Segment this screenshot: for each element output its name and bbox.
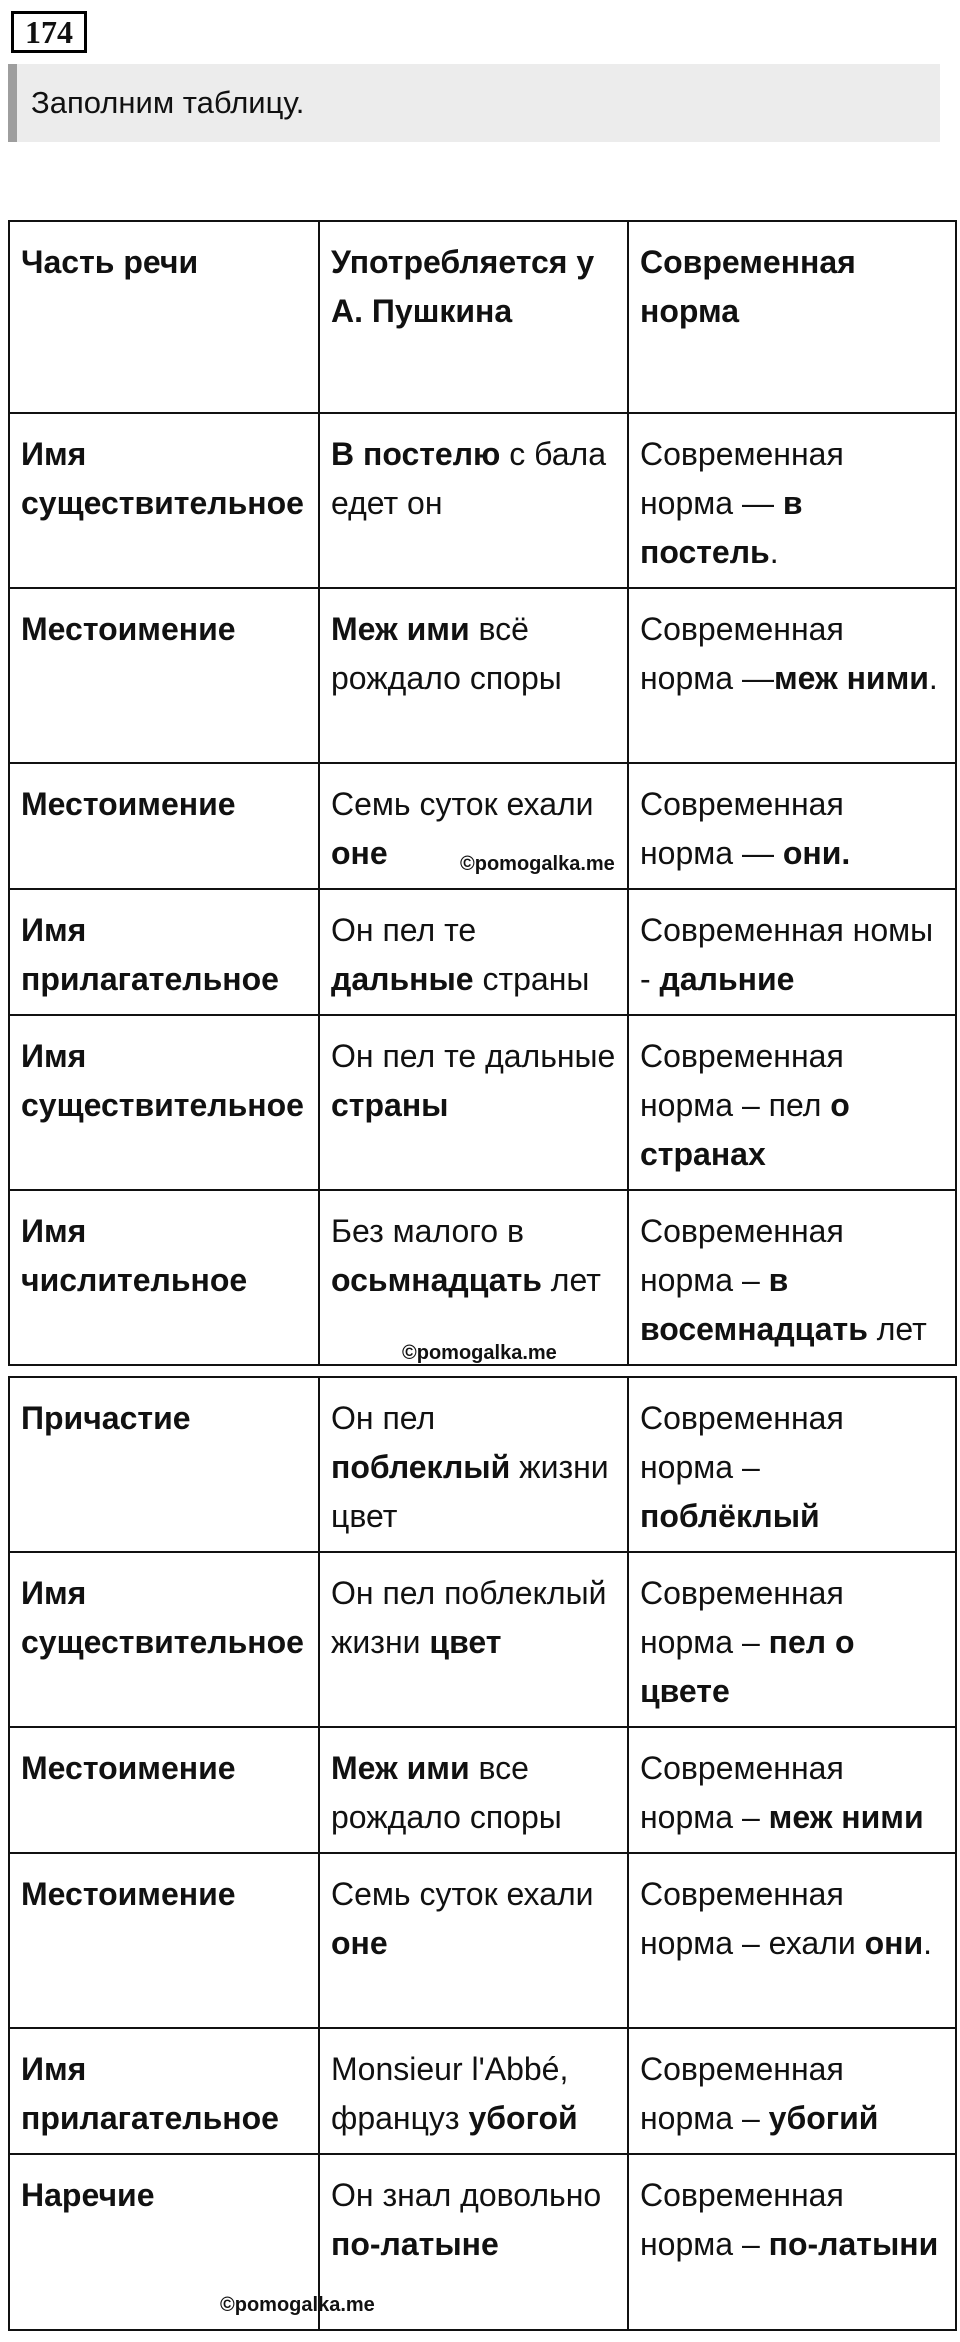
highlighted-word: по-латыне [331,2226,499,2262]
highlighted-word: оне [331,835,388,871]
highlighted-word: Меж ими [331,1750,470,1786]
part-of-speech-cell: Местоимение [9,588,319,763]
part-of-speech-cell: Наречие ©pomogalka.me [9,2154,319,2330]
cell-text: Семь суток ехали [331,786,594,822]
cell-text: страны [473,961,590,997]
modern-norm-cell [628,1727,956,1853]
pushkin-usage-cell [319,588,628,763]
highlighted-word: В постелю [331,436,501,472]
cell-text: Современная норма — [640,786,844,871]
table-row [9,1853,956,2028]
highlighted-word: пел о цвете [640,1624,855,1709]
cell-text: Без малого в [331,1213,524,1249]
modern-norm-cell [628,588,956,763]
part-of-speech-cell: Местоимение [9,1853,319,2028]
pushkin-usage-cell [319,1190,628,1365]
pushkin-usage-cell [319,763,628,889]
watermark: ©pomogalka.me [220,2294,375,2316]
table-body-part-1 [9,413,956,1365]
cell-text: Современная норма — [640,436,844,521]
part-of-speech-cell: Имя прилагательное [9,889,319,1015]
highlighted-word: оне [331,1925,388,1961]
modern-norm-cell [628,1015,956,1190]
highlighted-word: поблёклый [640,1498,820,1534]
cell-text: все рождало споры [331,1750,562,1835]
cell-text: Monsieur l'Abbé, француз [331,2051,569,2136]
part-of-speech-cell: Местоимение [9,1727,319,1853]
cell-text: Современная норма – [640,2177,844,2262]
highlighted-word: о странах [640,1087,850,1172]
table-row [9,1727,956,1853]
modern-norm-cell [628,1853,956,2028]
watermark: ©pomogalka.me [460,853,615,875]
table-row [9,763,956,889]
highlighted-word: дальние [659,961,795,997]
cell-text: Он пел те дальные [331,1038,616,1074]
part-of-speech-cell: Имя существительное [9,1552,319,1727]
header-pushkin-usage: Употребляется у А. Пушкина [319,221,628,413]
cell-text: . [923,1925,933,1961]
highlighted-word: меж ними [773,660,929,696]
part-of-speech-cell: Имя прилагательное [9,2028,319,2154]
cell-text: . [769,534,779,570]
cell-text: жизни цвет [331,1449,609,1534]
cell-text: Он пел поблеклый жизни [331,1575,607,1660]
cell-text: Современная норма – [640,1575,844,1660]
highlighted-word: Меж ими [331,611,470,647]
cell-text: . [928,660,938,696]
pushkin-usage-cell [319,1727,628,1853]
answer-table-part-2 [8,1376,957,2331]
cell-text: Современная норма – [640,2051,844,2136]
part-of-speech-cell: Причастие [9,1377,319,1552]
pushkin-usage-cell [319,1015,628,1190]
pushkin-usage-cell [319,1377,628,1552]
cell-text: с бала едет он [331,436,607,521]
highlighted-word: в постель [640,485,803,570]
cell-text: всё рождало споры [331,611,562,696]
table-row [9,413,956,588]
table-row [9,1552,956,1727]
header-modern-norm: Современная норма [628,221,956,413]
cell-text: Он пел [331,1400,436,1436]
table-row [9,1377,956,1552]
answer-table-part-1 [8,220,957,1366]
highlighted-word: по-латыни [768,2226,939,2262]
highlighted-word: дальные [331,961,474,997]
cell-text: Современная норма – [640,1213,844,1298]
table-body-part-2 [9,1377,956,2330]
pushkin-usage-cell [319,1853,628,2028]
highlighted-word: поблеклый [331,1449,511,1485]
modern-norm-cell [628,763,956,889]
watermark: ©pomogalka.me [402,1342,557,1364]
table-row [9,2028,956,2154]
modern-norm-cell [628,1377,956,1552]
table-row [9,588,956,763]
pushkin-usage-cell [319,2154,628,2330]
highlighted-word: они [864,1925,924,1961]
table-row [9,1015,956,1190]
pushkin-usage-cell [319,2028,628,2154]
cell-text: Семь суток ехали [331,1876,594,1912]
cell-text: Современная норма — [640,611,844,696]
highlighted-word: осьмнадцать [331,1262,542,1298]
modern-norm-cell [628,2028,956,2154]
part-of-speech-cell: Местоимение [9,763,319,889]
modern-norm-cell [628,1552,956,1727]
table-row [9,1190,956,1365]
highlighted-word: они. [782,835,851,871]
header-part-of-speech: Часть речи [9,221,319,413]
cell-text: Современная норма – [640,1750,844,1835]
part-of-speech-cell: Имя числительное [9,1190,319,1365]
highlighted-word: убогой [468,2100,578,2136]
cell-text: лет [867,1311,927,1347]
pushkin-usage-cell [319,889,628,1015]
cell-text: лет [541,1262,601,1298]
task-number: 174 [11,11,87,53]
table-row [9,889,956,1015]
cell-text: Современная норма – ехали [640,1876,865,1961]
cell-text: Современная норма – пел [640,1038,844,1123]
highlighted-word: убогий [768,2100,879,2136]
part-of-speech-cell: Имя существительное [9,413,319,588]
highlighted-word: страны [331,1087,449,1123]
cell-text: Современная номы - [640,912,934,997]
intro-text: Заполним таблицу. [8,64,940,142]
pushkin-usage-cell [319,413,628,588]
pushkin-usage-cell [319,1552,628,1727]
cell-text: Он пел те [331,912,477,948]
highlighted-word: меж ними [768,1799,924,1835]
cell-text: Современная норма – [640,1400,844,1485]
header-row [9,221,956,413]
modern-norm-cell [628,889,956,1015]
modern-norm-cell [628,1190,956,1365]
part-of-speech-cell: Имя существительное [9,1015,319,1190]
modern-norm-cell [628,413,956,588]
cell-text: Он знал довольно [331,2177,602,2213]
highlighted-word: в восемнадцать [640,1262,868,1347]
highlighted-word: цвет [429,1624,502,1660]
table-row [9,2154,956,2330]
modern-norm-cell [628,2154,956,2330]
